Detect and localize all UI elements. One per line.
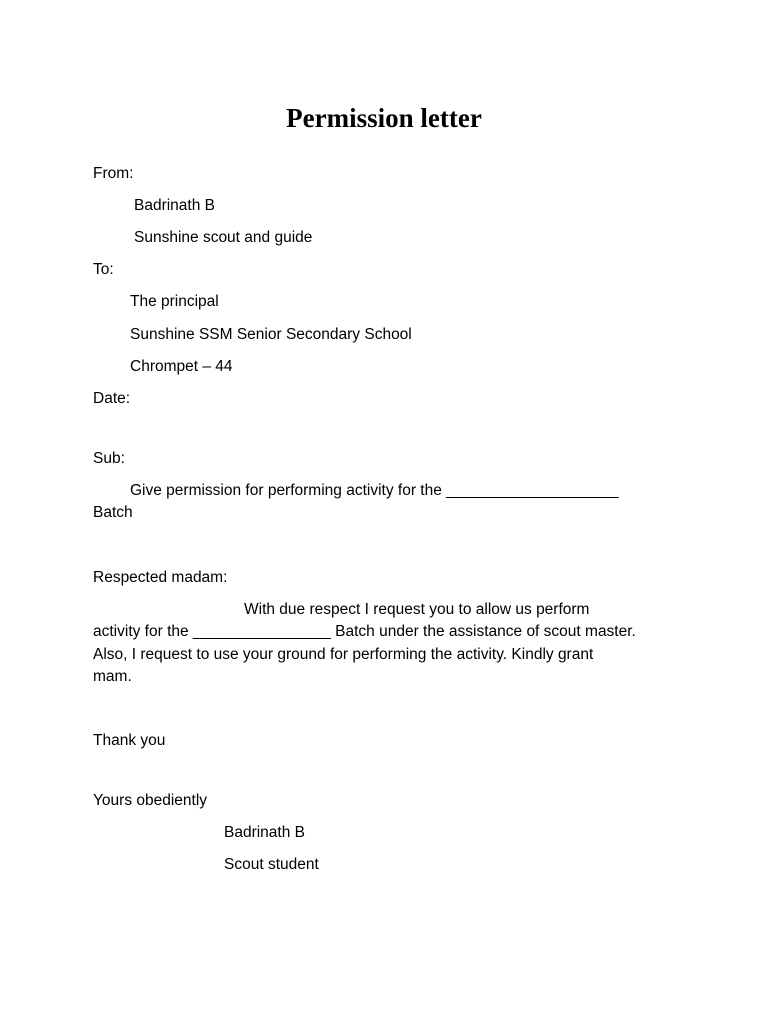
sender-organization: Sunshine scout and guide bbox=[134, 229, 313, 246]
signature-role: Scout student bbox=[224, 856, 319, 873]
subject-line-2: Batch bbox=[93, 504, 133, 521]
closing-line: Yours obediently bbox=[93, 792, 208, 809]
salutation: Respected madam: bbox=[93, 569, 228, 586]
sender-name: Badrinath B bbox=[134, 197, 215, 214]
recipient-address: Chrompet – 44 bbox=[130, 358, 233, 375]
body-line-4: mam. bbox=[93, 668, 132, 685]
signature-name: Badrinath B bbox=[224, 824, 305, 841]
date-label: Date: bbox=[93, 390, 131, 407]
letter-title: Permission letter bbox=[286, 103, 482, 133]
body-line-1: With due respect I request you to allow us perform bbox=[244, 601, 590, 618]
thanks-line: Thank you bbox=[93, 732, 166, 749]
body-line-2: activity for the ________________ Batch under the assistance of scout master. bbox=[93, 623, 636, 640]
from-label: From: bbox=[93, 165, 134, 182]
subject-label: Sub: bbox=[93, 450, 125, 467]
subject-line-1: Give permission for performing activity for the ____________________ bbox=[130, 482, 619, 499]
body-line-3: Also, I request to use your ground for performing the activity. Kindly grant bbox=[93, 646, 594, 663]
recipient-title: The principal bbox=[130, 293, 219, 310]
to-label: To: bbox=[93, 261, 114, 278]
recipient-school: Sunshine SSM Senior Secondary School bbox=[130, 326, 412, 343]
